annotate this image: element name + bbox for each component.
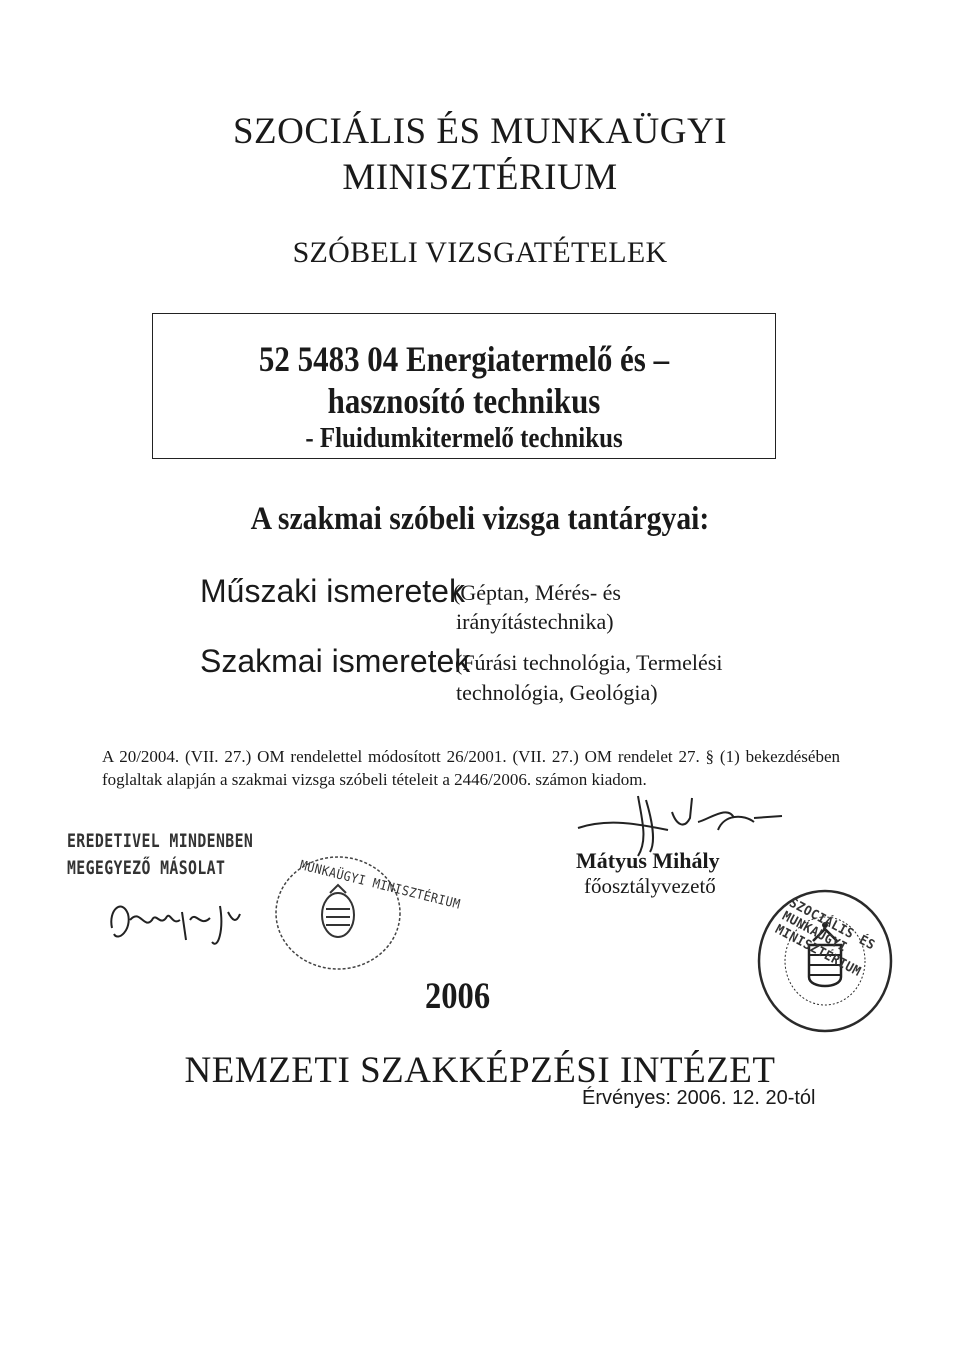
subject-detail-2a: (Fúrási technológia, Termelési xyxy=(455,650,723,675)
year: 2006 xyxy=(425,976,491,1017)
round-stamp-large-text: SZOCIÁLIS ÉS MUNKAÜGYI MINISZTÉRIUM xyxy=(772,895,878,980)
subjects-heading: A szakmai szóbeli vizsga tantárgyai: xyxy=(250,501,710,537)
round-stamp-small-text: MUNKAÜGYI MINISZTÉRIUM xyxy=(298,858,462,913)
subject-name-1: Műszaki ismeretek xyxy=(200,573,465,609)
subject-detail-1b: irányítástechnika) xyxy=(456,609,614,634)
subject-detail-2b: technológia, Geológia) xyxy=(456,680,658,705)
signer-title: főosztályvezető xyxy=(584,874,716,898)
copy-stamp-line2: MEGEGYEZŐ MÁSOLAT xyxy=(67,857,226,879)
subject-detail-1a: (Géptan, Mérés- és xyxy=(453,580,621,605)
ministry-name xyxy=(0,110,960,202)
qualification-box xyxy=(152,313,776,459)
copy-stamp-line1: EREDETIVEL MINDENBEN xyxy=(67,830,254,852)
legal-text: A 20/2004. (VII. 27.) OM rendelettel módosított 26/2001. (VII. 27.) OM rendelet 27. § (1) bekezdésében foglaltak alapján a szakmai vizsga szóbeli tételeit a 2446/2006. számon kiadom. xyxy=(102,747,840,789)
ministry-name-line2: MINISZTÉRIUM xyxy=(342,157,618,198)
exam-title: SZÓBELI VIZSGATÉTELEK xyxy=(292,236,668,269)
handwritten-signature-left xyxy=(100,890,270,960)
ministry-name-line1: SZOCIÁLIS ÉS MUNKAÜGYI xyxy=(232,111,728,152)
qualification-line2: hasznosító technikus xyxy=(327,381,601,421)
signer-name: Mátyus Mihály xyxy=(576,848,720,873)
qualification-line3: - Fluidumkitermelő technikus xyxy=(305,422,623,454)
qualification-line1: 52 5483 04 Energiatermelő és – xyxy=(258,339,670,379)
institute-name: NEMZETI SZAKKÉPZÉSI INTÉZET xyxy=(184,1050,776,1091)
subject-name-2: Szakmai ismeretek xyxy=(200,643,471,679)
validity-date: Érvényes: 2006. 12. 20-tól xyxy=(582,1087,816,1109)
